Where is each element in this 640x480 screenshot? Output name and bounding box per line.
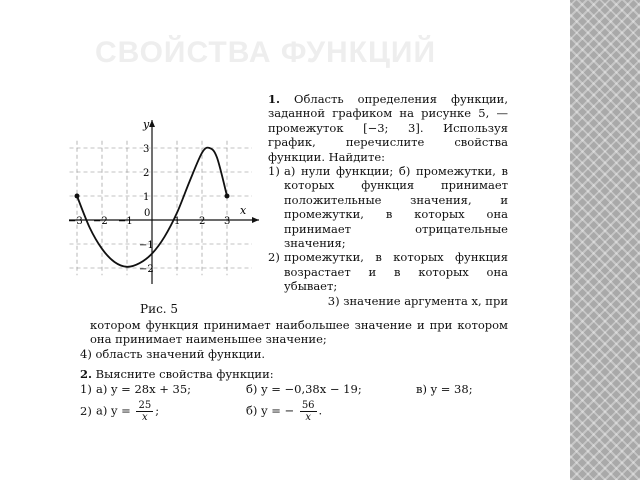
task1-item-1 [268, 164, 508, 250]
task1-item-2 [268, 250, 508, 293]
formula-suffix: . [318, 403, 323, 418]
task1-intro-text: Область определения функции, заданной графиком на рисунке 5, — промежуток [−3; 3]. Используя график, перечислите свойства функции. Найдите: [268, 92, 509, 164]
task1-item-3-rest: котором функция принимает наибольшее значение и при котором она принимает наименьшее значение; [90, 318, 508, 347]
fraction-denominator: x [305, 412, 311, 424]
task2-1b: б) y = −0,38x − 19; [246, 381, 362, 396]
row-number: 1) [80, 381, 92, 396]
task2-2b [246, 400, 322, 423]
x-axis-arrow [252, 217, 259, 223]
task1-item-3-start: 3) значение аргумента x, при [327, 293, 508, 308]
y-tick-label: −2 [139, 264, 154, 275]
x-tick-label: −2 [93, 216, 108, 227]
origin-label: 0 [144, 208, 151, 219]
formula-suffix: ; [155, 403, 160, 418]
task1-intro [268, 92, 508, 164]
task1-item-4: 4) область значений функции. [80, 346, 266, 361]
decorative-side-pattern [570, 0, 640, 480]
task2-intro-text: Выясните свойства функции: [95, 367, 274, 382]
curve-endpoint [75, 194, 80, 199]
fraction-numerator: 56 [301, 400, 315, 412]
fraction [300, 400, 317, 423]
item-number: 2) [268, 250, 280, 265]
task2-row-1 [80, 382, 508, 396]
fraction-numerator: 25 [138, 400, 152, 412]
fraction-denominator: x [142, 412, 148, 424]
slide-title: СВОЙСТВА ФУНКЦИЙ [95, 36, 437, 69]
x-axis-label: x [240, 204, 247, 217]
y-axis-label: y [143, 118, 150, 131]
formula-prefix: а) y = [96, 403, 131, 418]
task2-1a: а) y = 28x + 35; [96, 381, 192, 396]
task1-number: 1. [268, 92, 281, 106]
task2-row-2 [80, 400, 508, 423]
graph-grid [70, 141, 253, 275]
y-axis-arrow [149, 120, 155, 127]
task2-2a [96, 400, 246, 423]
item-number: 1) [268, 164, 280, 179]
row-number: 2) [80, 404, 92, 419]
formula-prefix: б) y = − [246, 403, 295, 418]
task2-number: 2. [80, 367, 93, 382]
y-tick-label: 2 [143, 168, 150, 179]
task2-1c: в) y = 38; [416, 381, 473, 396]
x-tick-label: 3 [224, 216, 231, 227]
x-tick-label: 1 [174, 216, 181, 227]
y-tick-label: 1 [143, 192, 150, 203]
task2-intro [80, 367, 508, 381]
y-tick-label: 3 [143, 144, 150, 155]
item-text: промежутки, в которых функция возрастает и в которых она убывает; [284, 250, 508, 294]
x-tick-label: −3 [68, 216, 83, 227]
function-graph [64, 112, 264, 292]
curve-endpoint [225, 194, 230, 199]
wide-text-block [80, 318, 508, 423]
item-text: а) нули функции; б) промежутки, в которых функция принимает положительные значения, и промежутки, в которых она принимает отрицательные значения; [284, 164, 508, 251]
figure-caption: Рис. 5 [140, 302, 179, 316]
x-tick-label: 2 [199, 216, 206, 227]
task1-block [268, 92, 508, 308]
fraction [136, 400, 153, 423]
y-tick-label: −1 [139, 240, 154, 251]
x-tick-label: −1 [118, 216, 133, 227]
